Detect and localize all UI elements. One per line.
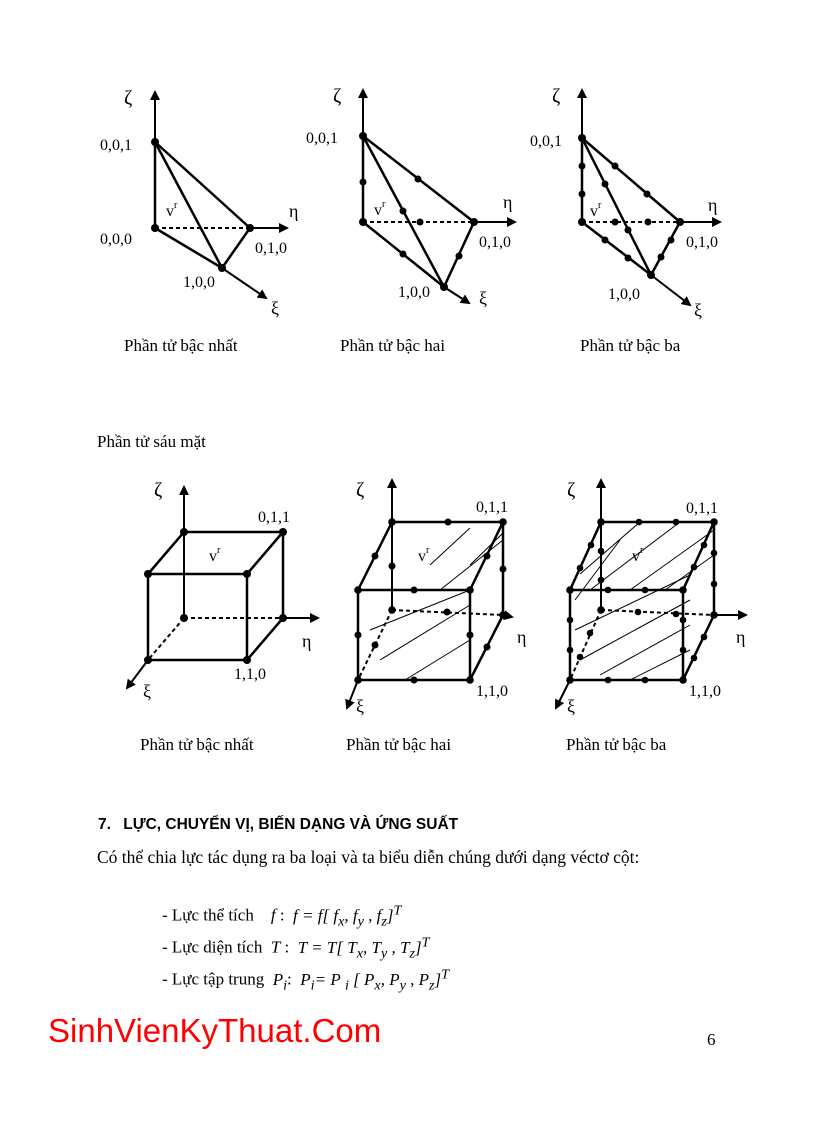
page-number: 6: [707, 1030, 716, 1049]
volume-label: $v^r$: [374, 199, 386, 219]
node-label: 0,1,1: [686, 500, 718, 517]
node-label: 0,1,1: [258, 509, 290, 526]
figure-caption: Phần tử bậc nhất: [124, 336, 238, 355]
xi-label: ξ: [143, 681, 152, 701]
tetrahedron-first-order: [151, 92, 287, 298]
intro-paragraph: Có thể chia lực tác dụng ra ba loại và ta biểu diễn chúng dưới dạng véctơ cột:: [97, 847, 640, 867]
zeta-label: ζ: [567, 479, 576, 501]
eta-label: η: [708, 195, 718, 215]
node-label: 0,1,1: [476, 499, 508, 516]
node-label: 1,1,0: [689, 683, 721, 700]
node-label: 0,0,1: [306, 130, 338, 147]
volume-label: $v^r$: [418, 545, 430, 565]
volume-label: $v^r$: [166, 200, 178, 220]
section-subtitle: Phần tử sáu mặt: [97, 432, 206, 451]
volume-label: $v^r$: [590, 200, 602, 220]
node-label: 0,1,0: [479, 234, 511, 251]
zeta-label: ζ: [124, 87, 133, 109]
watermark: SinhVienKyThuat.Com: [48, 1012, 382, 1049]
volume-label: $v^r$: [632, 545, 644, 565]
figure-caption: Phần tử bậc hai: [340, 336, 446, 355]
node-label: 1,1,0: [234, 666, 266, 683]
zeta-label: ζ: [333, 85, 342, 107]
eta-label: η: [289, 201, 299, 221]
tetrahedron-third-order: [578, 90, 720, 305]
eta-label: η: [517, 627, 527, 647]
node-label: 0,0,1: [530, 133, 562, 150]
zeta-label: ζ: [356, 479, 365, 501]
section-number: 7.: [98, 816, 111, 833]
eta-label: η: [302, 631, 312, 651]
force-volume: - Lực thể tích f : f = f[ $f_x$, $f_y$ , $f_z]^T$: [162, 902, 402, 930]
node-label: 1,0,0: [183, 274, 215, 291]
section-heading: [98, 816, 458, 834]
figure-caption: Phần tử bậc hai: [346, 735, 452, 754]
zeta-label: ζ: [552, 85, 561, 107]
tetrahedron-second-order: [359, 90, 515, 303]
figure-caption: Phần tử bậc ba: [580, 336, 681, 355]
xi-label: ξ: [479, 288, 488, 308]
node-label: 0,1,0: [686, 234, 718, 251]
node-label: 1,0,0: [398, 284, 430, 301]
force-surface: - Lực diện tích T : T = T[ $T_x$, $T_y$ , $T_z]^T$: [162, 934, 430, 962]
xi-label: ξ: [271, 298, 280, 318]
volume-label: $v^r$: [209, 545, 221, 565]
xi-label: ξ: [567, 696, 576, 716]
node-label: 1,1,0: [476, 683, 508, 700]
xi-label: ξ: [694, 300, 703, 320]
force-point: - Lực tập trung $P_i$: $P_i= P$ $_i$ [ $P_x$, $P_y$ , $P_z]^T$: [162, 966, 450, 994]
section-title: LỰC, CHUYỂN VỊ, BIẾN DẠNG VÀ ỨNG SUẤT: [123, 816, 459, 833]
node-label: 0,0,1: [100, 137, 132, 154]
figure-caption: Phần tử bậc ba: [566, 735, 667, 754]
zeta-label: ζ: [154, 479, 163, 501]
eta-label: η: [503, 192, 513, 212]
node-label: 0,1,0: [255, 240, 287, 257]
figure-caption: Phần tử bậc nhất: [140, 735, 254, 754]
xi-label: ξ: [356, 696, 365, 716]
node-label: 1,0,0: [608, 286, 640, 303]
node-label: 0,0,0: [100, 231, 132, 248]
eta-label: η: [736, 627, 746, 647]
